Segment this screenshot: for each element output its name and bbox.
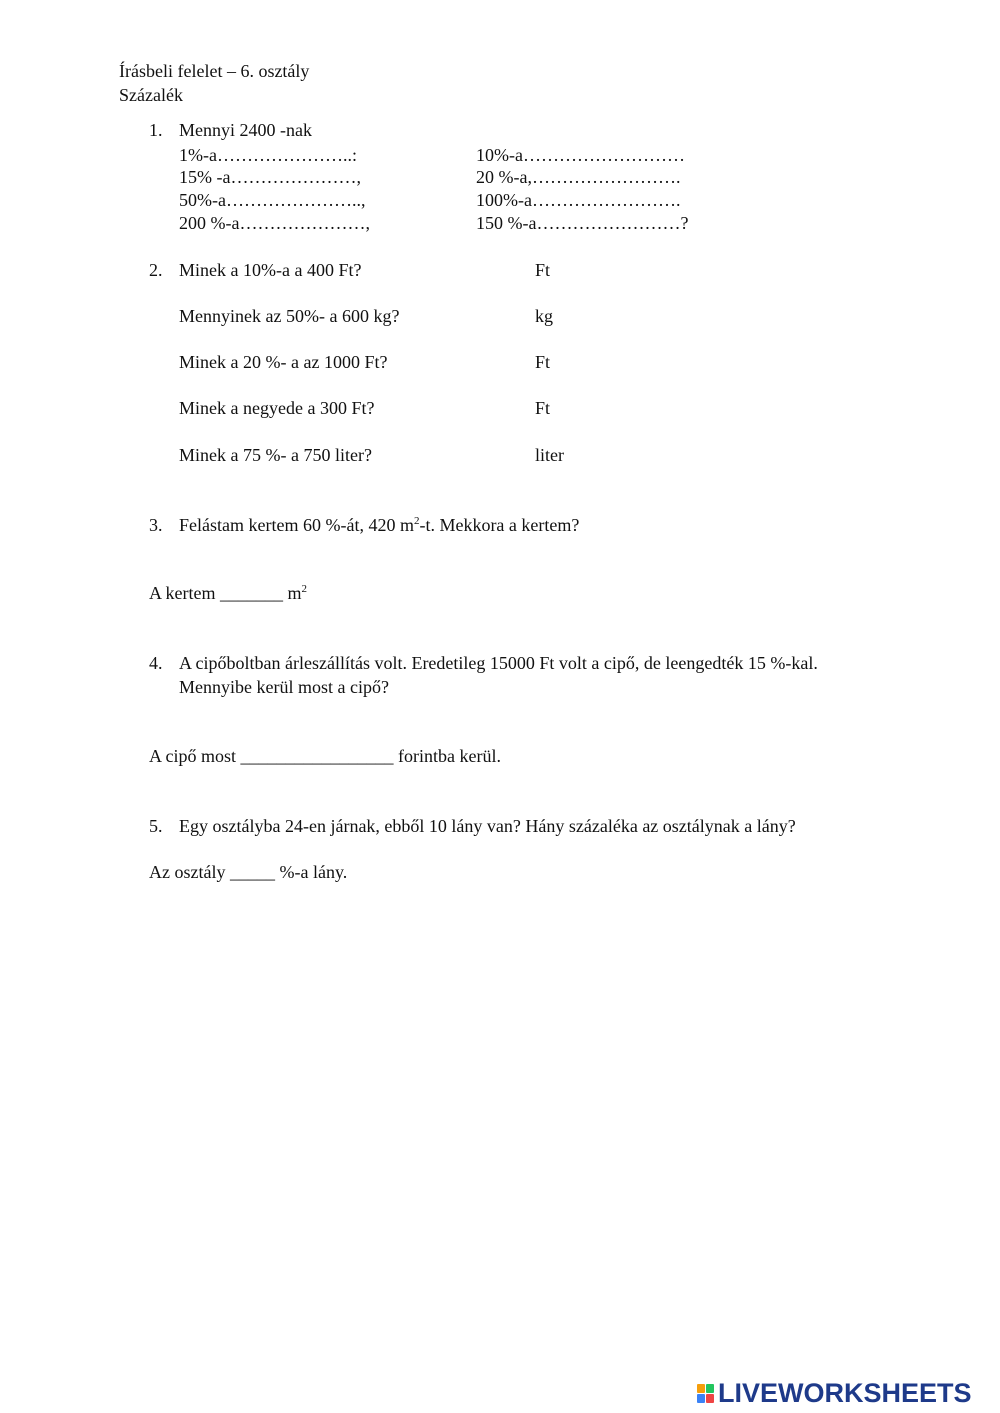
question-text-line-1: A cipőboltban árleszállítás volt. Eredetileg 15000 Ft volt a cipő, de leengedték 15 %-kal. [179, 653, 818, 673]
question-number: 2. [149, 260, 163, 280]
fill-in-item[interactable]: 1%-a…………………..: [179, 145, 357, 165]
fill-in-item[interactable]: 15% -a…………………, [179, 167, 361, 187]
question-number: 4. [149, 653, 163, 673]
fill-in-item[interactable]: 200 %-a…………………, [179, 213, 370, 233]
fill-in-item[interactable]: 50%-a………………….., [179, 190, 366, 210]
question-text-line-2: Mennyibe kerül most a cipő? [179, 677, 389, 697]
answer-unit[interactable]: kg [535, 306, 553, 326]
question-text: Mennyi 2400 -nak [179, 120, 312, 140]
answer-unit[interactable]: Ft [535, 260, 551, 280]
answer-unit[interactable]: Ft [535, 398, 551, 418]
question-text: Minek a 75 %- a 750 liter? [179, 445, 372, 465]
question-text: Minek a 10%-a a 400 Ft? [179, 260, 362, 280]
fill-in-item[interactable]: 10%-a……………………… [476, 145, 685, 165]
worksheet-subtitle: Százalék [119, 85, 183, 105]
answer-line[interactable]: A kertem _______ $m^2$ [149, 583, 307, 603]
fill-in-item[interactable]: 100%-a……………………. [476, 190, 681, 210]
answer-unit[interactable]: Ft [535, 352, 551, 372]
answer-unit[interactable]: liter [535, 445, 564, 465]
question-number: 3. [149, 515, 163, 535]
liveworksheets-logo[interactable] [697, 1380, 972, 1407]
question-text: Minek a 20 %- a az 1000 Ft? [179, 352, 388, 372]
question-text: Minek a negyede a 300 Ft? [179, 398, 375, 418]
fill-in-item[interactable]: 20 %-a,……………………. [476, 167, 681, 187]
logo-text: LIVEWORKSHEETS [718, 1378, 972, 1408]
worksheet-title: Írásbeli felelet – 6. osztály [119, 61, 310, 81]
liveworksheets-logo-icon [697, 1384, 714, 1403]
question-text: Egy osztályba 24-en járnak, ebből 10 lány van? Hány százaléka az osztálynak a lány? [179, 816, 796, 836]
answer-line[interactable]: Az osztály _____ %-a lány. [149, 862, 348, 882]
question-number: 5. [149, 816, 163, 836]
question-text: Felástam kertem 60 %-át, 420 $m^2-t$. Mekkora a kertem? [179, 515, 580, 535]
answer-line[interactable]: A cipő most _________________ forintba kerül. [149, 746, 501, 766]
fill-in-item[interactable]: 150 %-a……………………? [476, 213, 689, 233]
question-number: 1. [149, 120, 163, 140]
question-text: Mennyinek az 50%- a 600 kg? [179, 306, 400, 326]
